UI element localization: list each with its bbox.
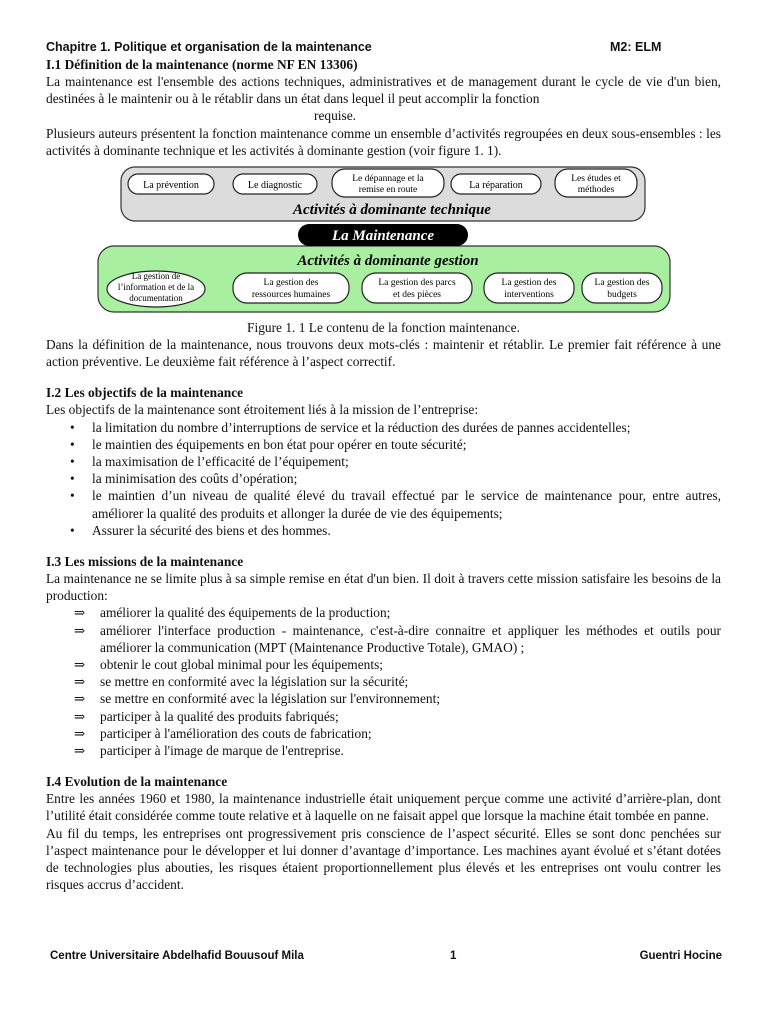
list-item-text: obtenir le cout global minimal pour les équipements; [100, 657, 384, 673]
list-item: • Assurer la sécurité des biens et des hommes. [46, 522, 721, 539]
footer-institution: Centre Universitaire Abdelhafid Bouusouf Mila [50, 950, 304, 962]
list-item [46, 725, 721, 742]
tech-item-label: remise en route [358, 185, 418, 196]
gestion-item-label: l’information et de la [117, 282, 195, 293]
arrow-icon: ⇒ [74, 708, 86, 724]
figure-caption: Figure 1. 1 Le contenu de la fonction maintenance. [247, 320, 520, 336]
page-footer [50, 950, 722, 966]
tech-item [332, 169, 444, 197]
arrow-icon: ⇒ [74, 725, 86, 741]
list-item [46, 656, 721, 673]
definition-paragraph: La maintenance est l'ensemble des actions techniques, administratives et de management durant le cycle de vie d'un bien, destinées à le maintenir ou à le rétablir dans un état dans lequel il peut accomplir la fonction [46, 74, 721, 107]
missions-list [46, 604, 721, 759]
maintenance-diagram [46, 165, 721, 315]
gestion-item-label: documentation [129, 293, 183, 304]
list-item [46, 708, 721, 725]
section-3-title: I.3 Les missions de la maintenance [46, 554, 244, 570]
gestion-item-label: La gestion des parcs [378, 278, 456, 289]
gestion-item [362, 273, 472, 303]
gestion-activities-title: Activités à dominante gestion [297, 253, 479, 270]
page-header [46, 40, 721, 56]
list-item-text: participer à l'image de marque de l'entreprise. [100, 743, 344, 759]
list-item-text: participer à l'amélioration des couts de fabrication; [100, 725, 372, 741]
list-item-text: se mettre en conformité avec la législation sur l'environnement; [100, 691, 441, 707]
objectives-intro: Les objectifs de la maintenance sont étroitement liés à la mission de l’entreprise: [46, 402, 479, 418]
tech-item [555, 169, 637, 197]
tech-item-label: méthodes [577, 185, 615, 196]
tech-item-label: Les études et [571, 174, 621, 185]
arrow-icon: ⇒ [74, 622, 86, 638]
list-item [46, 742, 721, 759]
list-item: • le maintien d’un niveau de qualité élevé du travail effectué par le service de maintenance pour, entre autres, améliorer la qualité des produits et allonger la durée de vie des équipements; [46, 487, 721, 521]
arrow-icon: ⇒ [74, 691, 86, 707]
arrow-icon: ⇒ [74, 605, 86, 621]
gestion-item-label: La gestion des [263, 278, 319, 289]
document-page [46, 40, 721, 894]
gestion-item-label: La gestion des [501, 278, 557, 289]
list-item [46, 690, 721, 707]
list-item-text: améliorer l'interface production - maintenance, c'est-à-dire connaitre et appliquer les méthodes et outils pour améliorer la communication (MPT (Maintenance Productive Totale), GMAO) ; [100, 622, 721, 655]
section-4-title: I.4 Evolution de la maintenance [46, 774, 228, 790]
arrow-icon: ⇒ [74, 657, 86, 673]
gestion-item-label: et des pièces [392, 290, 442, 301]
gestion-item [484, 273, 574, 303]
footer-author: Guentri Hocine [639, 950, 722, 962]
missions-intro: La maintenance ne se limite plus à sa simple remise en état d'un bien. Il doit à travers cette mission satisfaire les besoins de la production: [46, 571, 721, 604]
section-4 [46, 773, 721, 893]
gestion-item [582, 273, 662, 303]
list-item-text: participer à la qualité des produits fabriqués; [100, 708, 339, 724]
list-item: • la minimisation des coûts d’opération; [46, 470, 721, 487]
evolution-paragraph-1: Entre les années 1960 et 1980, la maintenance industrielle était uniquement perçue comme une activité d’arrière-plan, dont l’utilité était considérée comme toute relative et à laquelle on ne faisait appel que lorsque la machine était tombée en panne. [46, 791, 721, 824]
list-item [46, 604, 721, 621]
gestion-item [233, 273, 349, 303]
evolution-paragraph-2: Au fil du temps, les entreprises ont progressivement pris conscience de l’aspect sécurité. Elles se sont donc penchées sur l’aspect maintenance pour le développer et lui donner d’avantage d’importance. Les machines ayant évolué et s’étant dotées de technologies plus abouties, les risques étaient proportionnellement plus élevés et les entreprises ont voulu contrer les risques accrus d’accident. [46, 825, 721, 893]
list-item-text: se mettre en conformité avec la législation sur la sécurité; [100, 674, 409, 690]
course-code: M2: ELM [610, 40, 662, 54]
tech-item [451, 174, 541, 194]
gestion-item-label: ressources humaines [251, 290, 331, 301]
gestion-item [107, 271, 205, 307]
section-3 [46, 553, 721, 759]
list-item: • la limitation du nombre d’interruptions de service et la réduction des durées de pannes accidentelles; [46, 419, 721, 436]
keywords-paragraph: Dans la définition de la maintenance, nous trouvons deux mots-clés : maintenir et rétablir. Le premier fait référence à une action préventive. Le deuxième fait référence à l’aspect correctif. [46, 337, 721, 370]
section-1-title: I.1 Définition de la maintenance (norme NF EN 13306) [46, 57, 358, 72]
tech-activities-title: Activités à dominante technique [293, 202, 491, 219]
tech-item [233, 174, 317, 194]
section-2-title: I.2 Les objectifs de la maintenance [46, 385, 244, 401]
list-item-text: améliorer la qualité des équipements de la production; [100, 605, 391, 621]
gestion-item-label: budgets [607, 290, 637, 301]
chapter-title: Chapitre 1. Politique et organisation de la maintenance [46, 40, 372, 54]
section-2 [46, 384, 721, 539]
tech-item-label: Le diagnostic [247, 180, 303, 192]
page-number: 1 [450, 950, 457, 962]
arrow-icon: ⇒ [74, 743, 86, 759]
maintenance-figure [46, 165, 721, 315]
list-item: • la maximisation de l’efficacité de l’équipement; [46, 453, 721, 470]
list-item: • le maintien des équipements en bon état pour opérer en toute sécurité; [46, 436, 721, 453]
tech-item-label: La réparation [469, 180, 523, 192]
tech-item-label: La prévention [143, 180, 199, 192]
authors-paragraph: Plusieurs auteurs présentent la fonction maintenance comme un ensemble d’activités regroupées en deux sous-ensembles : les activités à dominante technique et les activités à dominante gestion (voir figure 1. 1). [46, 125, 721, 158]
list-item [46, 673, 721, 690]
maintenance-center-label: La Maintenance [331, 228, 435, 245]
list-item [46, 622, 721, 656]
gestion-item-label: interventions [504, 290, 554, 301]
tech-item [128, 174, 214, 194]
tech-item-label: Le dépannage et la [352, 174, 424, 185]
definition-paragraph-end: requise. [314, 108, 357, 124]
gestion-item-label: La gestion des [594, 278, 650, 289]
objectives-list [46, 419, 721, 539]
gestion-item-label: La gestion de [131, 271, 181, 282]
arrow-icon: ⇒ [74, 674, 86, 690]
